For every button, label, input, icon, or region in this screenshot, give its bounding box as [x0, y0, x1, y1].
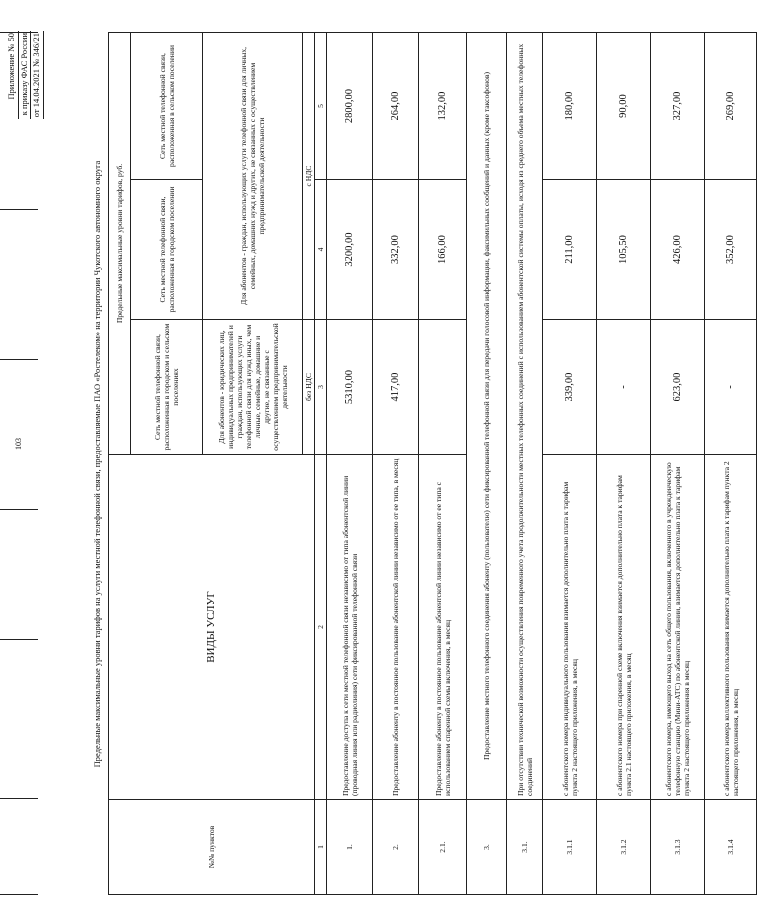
- row-value: 269,00: [705, 33, 757, 180]
- row-num: 3.1.3: [651, 800, 705, 895]
- no-vat-label: без НДС: [303, 320, 315, 455]
- row-text: Предоставление доступа к сети местной телефонной связи независимо от типа абонентской линии (проводная линия или радиолиния) сети фиксированной телефонной связи: [327, 455, 373, 800]
- row-num: 3.1.4: [705, 800, 757, 895]
- table-row: [507, 33, 543, 895]
- table-row: [373, 33, 419, 895]
- row-num: 1.: [327, 800, 373, 895]
- row-text: Предоставление местного телефонного соединения абоненту (пользователю) сети фиксированной телефонной связи для передачи голосовой информации, факсимильных сообщений и данных (кроме таксофонов): [467, 33, 507, 800]
- top-grid: [0, 33, 38, 895]
- table-row: [467, 33, 507, 895]
- row-text: Предоставление абоненту в постоянное пользование абонентской линии независимо от ее типа с использованием спаренной схемы включения, в месяц: [419, 455, 467, 800]
- document-sheet: [0, 25, 740, 905]
- table-row: [543, 33, 597, 895]
- row-value: -: [597, 320, 651, 455]
- row-value: 339,00: [543, 320, 597, 455]
- col-num-5: 5: [315, 33, 327, 180]
- group1-header: Сеть местной телефонной связи, расположенная в городском и сельском поселениях: [131, 320, 203, 455]
- date-line: от 14.04.2021 № 346/21: [30, 31, 44, 119]
- row-num: 2.: [373, 800, 419, 895]
- with-vat-label: с НДС: [303, 33, 315, 320]
- row-value: 352,00: [705, 180, 757, 320]
- row-value: 5310,00: [327, 320, 373, 455]
- service-header: ВИДЫ УСЛУГ: [109, 455, 315, 800]
- row-value: [419, 320, 467, 455]
- order-line: к приказу ФАС России: [18, 31, 31, 119]
- row-value: 132,00: [419, 33, 467, 180]
- row-num: 2.1.: [419, 800, 467, 895]
- order-header: [6, 31, 44, 119]
- row-num: 3.1.: [507, 800, 543, 895]
- row-value: 417,00: [373, 320, 419, 455]
- row-value: 90,00: [597, 33, 651, 180]
- page-number: 103: [14, 438, 23, 450]
- row-value: 3200,00: [327, 180, 373, 320]
- table-row: [327, 33, 373, 895]
- tariff-table-wrap: [108, 33, 757, 895]
- private-desc: Для абонентов - граждан, использующих услуги телефонной связи для личных, семейных, домашних нужд и других, не связанных с осуществлением предпринимательской деятельности: [203, 33, 303, 320]
- table-row: [651, 33, 705, 895]
- group2-rural-header: Сеть местной телефонной связи, расположенная в сельском поселении: [131, 33, 203, 180]
- col-num-2: 2: [315, 455, 327, 800]
- row-text: с абонентского номера коллективного пользования взимается дополнительно плата к тарифам пункта 2 настоящего приложения, в месяц: [705, 455, 757, 800]
- col-num-4: 4: [315, 180, 327, 320]
- row-value: 105,50: [597, 180, 651, 320]
- row-text: с абонентского номера при спаренной схеме включения взимается дополнительно плата к тарифам пункта 2.1 настоящего приложения, в месяц: [597, 455, 651, 800]
- document-title: Предельные максимальные уровни тарифов на услуги местной телефонной связи, предоставляемые ПАО «Ростелеком» на территории Чукотского автономного округа: [92, 160, 102, 768]
- num-header: №№ пунктов: [109, 800, 315, 895]
- row-num: 3.1.2: [597, 800, 651, 895]
- row-value: -: [705, 320, 757, 455]
- tariff-table: [108, 32, 757, 895]
- group2-city-header: Сеть местной телефонной связи, расположенная в городском поселении: [131, 180, 203, 320]
- row-value: 327,00: [651, 33, 705, 180]
- legal-desc: Для абонентов - юридических лиц, индивидуальных предпринимателей и граждан, использующих услуги телефонной связи для нужд иных, чем личные, семейные, домашние и другие, не связанные с осуществлением предпринимательской деятельности: [203, 320, 303, 455]
- appendix-line: Приложение № 50: [6, 33, 16, 100]
- row-text: с абонентского номера, имеющего выход на сеть общего пользования, включенного в учрежденческую телефонную станцию (Мини-АТС) по абонентской линии, взимается дополнительно плата к тарифам пункта 2 настоящего приложения в месяц: [651, 455, 705, 800]
- table-row: [597, 33, 651, 895]
- row-value: 264,00: [373, 33, 419, 180]
- row-text: с абонентского номера индивидуального пользования взимается дополнительно плата к тарифам пункта 2 настоящего приложения, в месяц: [543, 455, 597, 800]
- row-value: 180,00: [543, 33, 597, 180]
- row-value: 166,00: [419, 180, 467, 320]
- row-value: 211,00: [543, 180, 597, 320]
- row-text: Предоставление абоненту в постоянное пользование абонентской линии независимо от ее типа, в месяц: [373, 455, 419, 800]
- table-row: [705, 33, 757, 895]
- row-value: 2800,00: [327, 33, 373, 180]
- row-num: 3.: [467, 800, 507, 895]
- row-value: 332,00: [373, 180, 419, 320]
- row-value: 623,00: [651, 320, 705, 455]
- row-text: При отсутствии технической возможности осуществления повременного учета продолжительности местных телефонных соединений с использованием абонентской системы оплаты, исходя из среднего объема местных телефонных соединений: [507, 33, 543, 800]
- row-num: 3.1.1: [543, 800, 597, 895]
- col-num-1: 1: [315, 800, 327, 895]
- col-num-3: 3: [315, 320, 327, 455]
- row-value: 426,00: [651, 180, 705, 320]
- table-row: [419, 33, 467, 895]
- tariffs-header: Предельные максимальные уровни тарифов, руб.: [109, 33, 131, 455]
